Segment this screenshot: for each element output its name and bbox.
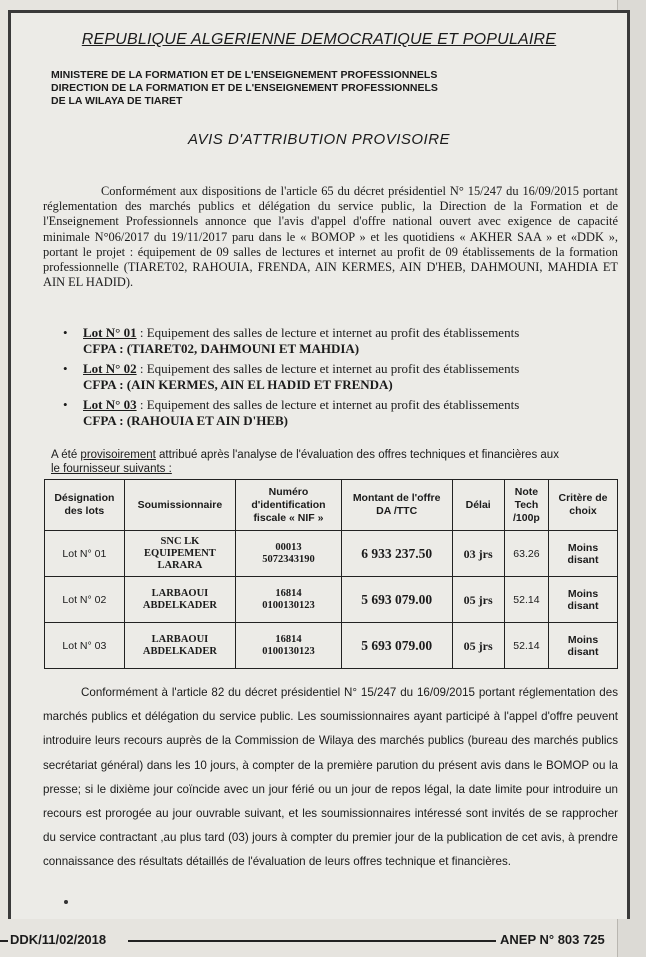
cell-critere: Moins disant [549, 623, 618, 669]
attribution-text-rest: attribué après l'analyse de l'évaluation des offres techniques et financières aux [155, 449, 559, 461]
lot-description: : Equipement des salles de lecture et internet au profit des établissements [136, 325, 520, 340]
lot-label: Lot N° 03 [83, 397, 137, 413]
cell-nif [236, 577, 342, 623]
nif-part-2: 5072343190 [262, 553, 315, 565]
lot-item [63, 397, 623, 428]
cell-montant: 5 693 079.00 [341, 577, 452, 623]
cell-soumissionnaire: LARBAOUI ABDELKADER [124, 623, 235, 669]
ministry-line: MINISTERE DE LA FORMATION ET DE L'ENSEIGNEMENT PROFESSIONNELS [51, 69, 438, 81]
cell-lot: Lot N° 02 [45, 577, 125, 623]
cell-montant: 5 693 079.00 [341, 623, 452, 669]
header-montant: Montant de l'offre DA /TTC [341, 480, 452, 531]
lot-cfpa: CFPA : (TIARET02, DAHMOUNI ET MAHDIA) [83, 340, 360, 356]
cell-delai: 03 jrs [452, 531, 504, 577]
ministry-block [51, 69, 438, 108]
footer-rule-middle [128, 940, 496, 942]
footer-publication-ref: DDK/11/02/2018 [10, 932, 107, 947]
cell-soumissionnaire: LARBAOUI ABDELKADER [124, 577, 235, 623]
cell-critere: Moins disant [549, 531, 618, 577]
closing-paragraph [43, 681, 618, 875]
attribution-suppliers-label: le fournisseur suivants : [51, 463, 172, 475]
cell-soumissionnaire: SNC LK EQUIPEMENT LARARA [124, 531, 235, 577]
cell-nif [236, 623, 342, 669]
lot-description: : Equipement des salles de lecture et internet au profit des établissements [136, 361, 520, 377]
intro-text: Conformément aux dispositions de l'article 65 du décret présidentiel N° 15/247 du 16/09/2015 portant réglementation des marchés publics et délégation du service public, la Direction de la Formation et de l'Enseignement Professionnels annonce que l'avis d'appel d'offre national ouvert avec exigence de capacité minimale N°06/2017 du 19/11/2017 paru dans le « BOMOP » et les quotidiens « AKHER SAA » et «DDK », portant le projet : équipement de 09 salles de lectures et internet au profit de 09 établissements de la formation professionnelle (TIARET02, RAHOUIA, FRENDA, AIN KERMES, AIN D'HEB, DAHMOUNI, MAHDIA ET AIN EL HADID). [43, 184, 618, 290]
cell-critere: Moins disant [549, 577, 618, 623]
bullet-icon: • [63, 361, 68, 377]
notice-frame [8, 10, 630, 919]
nif-part-2: 0100130123 [262, 645, 315, 657]
table-header-row [45, 480, 618, 531]
cell-nif [236, 531, 342, 577]
attribution-text: A été [51, 449, 81, 461]
cell-note: 52.14 [504, 623, 548, 669]
intro-paragraph [43, 184, 618, 290]
lots-list [63, 325, 623, 434]
header-soumissionnaire: Soumissionnaire [124, 480, 235, 531]
bullet-icon: • [63, 325, 68, 340]
lot-item [63, 361, 623, 392]
attribution-keyword: provisoirement [80, 449, 156, 461]
footer-rule-left [0, 940, 8, 942]
closing-text: Conformément à l'article 82 du décret présidentiel N° 15/247 du 16/09/2015 portant réglementation des marchés publics et délégation du service public. Les soumissionnaires ayant participé à l'appel d'offre peuvent introduire leurs recours auprès de la Commission de Wilaya des marchés publics (bureau des marchés publics secrétariat général) dans les 10 jours, à compter de la première parution du présent avis dans le BOMOP ou la presse; si le dixième jour coïncide avec un jour férié ou un jour de repos légal, la date limite pour introduire un recours est prorogée au jour ouvrable suivant, et les soumissionnaires intéressé sont invités de se rapprocher du service contractant ,au plus tard (03) jours à compter du premier jour de la publication de cet avis, à prendre connaissance des résultats détaillés de l'évaluation de leurs offres technique et financières. [43, 686, 618, 869]
direction-line: DIRECTION DE LA FORMATION ET DE L'ENSEIGNEMENT PROFESSIONNELS [51, 82, 438, 94]
header-designation: Désignation des lots [45, 480, 125, 531]
nif-part-1: 16814 [275, 633, 302, 645]
notice-title: AVIS D'ATTRIBUTION PROVISOIRE [187, 131, 451, 148]
lot-cfpa: CFPA : (RAHOUIA ET AIN D'HEB) [83, 412, 289, 428]
table-row [45, 577, 618, 623]
footer [0, 930, 646, 950]
cell-note: 63.26 [504, 531, 548, 577]
header-delai: Délai [452, 480, 504, 531]
lot-item [63, 325, 623, 356]
footer-anep-ref: ANEP N° 803 725 [500, 932, 605, 947]
cell-note: 52.14 [504, 577, 548, 623]
ink-dot [64, 900, 68, 904]
lot-label: Lot N° 01 [83, 325, 137, 340]
nif-part-1: 00013 [275, 541, 302, 553]
cell-lot: Lot N° 03 [45, 623, 125, 669]
results-table [44, 479, 618, 669]
lot-description: : Equipement des salles de lecture et internet au profit des établissements [136, 397, 520, 413]
table-row [45, 531, 618, 577]
header-critere: Critère de choix [549, 480, 618, 531]
header-nif: Numéro d'identification fiscale « NIF » [236, 480, 342, 531]
republic-header: REPUBLIQUE ALGERIENNE DEMOCRATIQUE ET POPULAIRE [81, 31, 557, 48]
cell-lot: Lot N° 01 [45, 531, 125, 577]
nif-part-2: 0100130123 [262, 599, 315, 611]
lot-cfpa: CFPA : (AIN KERMES, AIN EL HADID ET FRENDA) [83, 376, 393, 392]
cell-delai: 05 jrs [452, 623, 504, 669]
bullet-icon: • [63, 397, 68, 413]
table-row [45, 623, 618, 669]
attribution-statement [51, 448, 621, 476]
cell-montant: 6 933 237.50 [341, 531, 452, 577]
nif-part-1: 16814 [275, 587, 302, 599]
cell-delai: 05 jrs [452, 577, 504, 623]
lot-label: Lot N° 02 [83, 361, 137, 377]
wilaya-line: DE LA WILAYA DE TIARET [51, 95, 183, 107]
header-note: Note Tech /100p [504, 480, 548, 531]
